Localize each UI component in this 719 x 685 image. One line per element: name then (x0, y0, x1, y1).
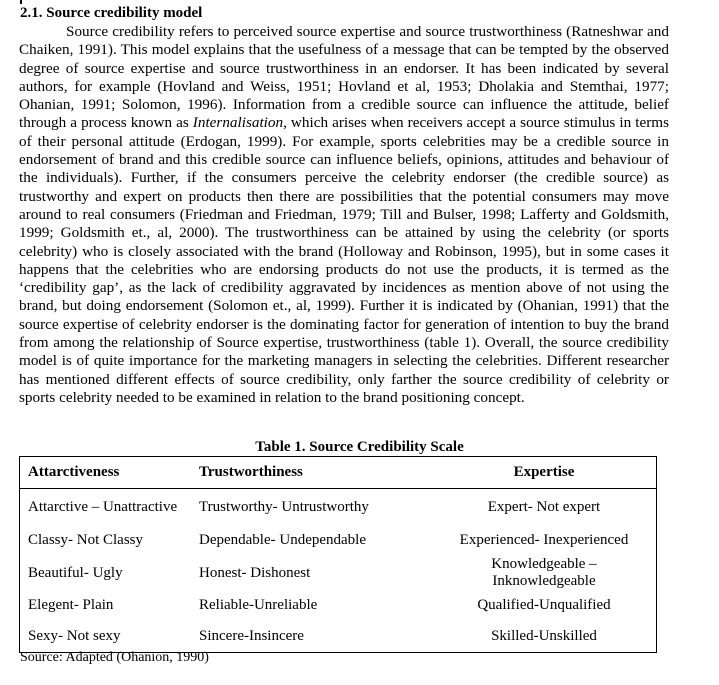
body-text-part-2: which arises when receivers accept a source stimulus in terms of their personal attitude (Erdogan, 1999). For example, sports celebrities may be a credible source in endorsement of brand and this credible source can influence beliefs, opinions, attitudes and behaviour of the individuals). Further, if the consumers perceive the celebrity endorser (the credible source) as trustworthy and expert on products then there are possibilities that the potential consumers may move around to real consumers (Friedman and Friedman, 1979; Till and Bulser, 1998; Lafferty and Goldsmith, 1999; Goldsmith et., al, 2000). The trustworthiness can be attained by using the celebrity (or sports celebrity) who is closely associated with the brand (Holloway and Robinson, 1995), but in some cases it happens that the celebrities who are endorsing products do not use the products, it is termed as the ‘credibility gap’, as the lack of credibility aggravated by incidences as mention above of not using the brand, but doing endorsement (Solomon et., al, 1999). Further it is indicated by (Ohanian, 1991) that the source expertise of celebrity endorser is the dominating factor for generation of intention to buy the brand from among the relationship of Source expertise, trustworthiness (table 1). Overall, the source credibility model is of quite importance for the marketing managers in selecting the celebrities. Different researcher has mentioned different effects of source credibility, only farther the source credibility of celebrity or sports celebrity needed to be examined in relation to the brand positioning concept. (19, 114, 669, 406)
table-cell: Knowledgeable – Inknowledgeable (432, 556, 657, 590)
table-cell: Reliable-Unreliable (199, 597, 318, 613)
table-cell: Classy- Not Classy (20, 525, 192, 556)
header-attractiveness: Attarctiveness (20, 457, 192, 489)
table-cell: Qualified-Unqualified (432, 590, 657, 621)
table-row (20, 621, 657, 653)
table-cell: Honest- Dishonest (199, 564, 311, 581)
body-text-part-1: Source credibility refers to perceived source expertise and source trustworthiness (Ratneshwar and Chaiken, 1991). This model explains that the usefulness of a message that can be tempted by the observed degree of source expertise and source trustworthiness in an endorser. It has been indicated by several authors, for example (Hovland and Weiss, 1951; Hovland et al, 1953; Dholakia and Stemthai, 1977; Ohanian, 1991; Solomon, 1996). Information from a credible source can influence the attitude, belief through a process known as (19, 23, 669, 132)
table-row (20, 590, 657, 621)
table-cell: Dependable- Undependable (199, 532, 367, 548)
source-credibility-table (19, 456, 657, 653)
table-row (20, 525, 657, 556)
table-cell: Skilled-Unskilled (432, 621, 657, 653)
body-text-emphasis: Internalisation, (192, 114, 287, 132)
table-cell: Beautiful- Ugly (20, 556, 192, 590)
section-heading: 2.1. Source credibility model (20, 5, 203, 21)
table-cell: Elegent- Plain (20, 590, 192, 621)
table-cell: Sexy- Not sexy (20, 621, 192, 653)
table-header-row (20, 457, 657, 489)
table-cell: Sincere-Insincere (191, 621, 432, 653)
section-body-paragraph (19, 23, 669, 407)
table-row (20, 556, 657, 590)
table-cell: Experienced- Inexperienced (432, 525, 657, 556)
header-expertise: Expertise (432, 457, 657, 489)
table-cell: Trustworthy- Untrustworthy (199, 498, 369, 515)
header-trustworthiness: Trustworthiness (191, 457, 432, 489)
table-caption: Table 1. Source Credibility Scale (255, 439, 464, 455)
table-row (20, 489, 657, 526)
table-source-note: Source: Adapted (Ohanion, 1990) (20, 650, 209, 665)
table-cell: Expert- Not expert (432, 489, 657, 526)
table-cell: Attarctive – Unattractive (20, 489, 192, 526)
